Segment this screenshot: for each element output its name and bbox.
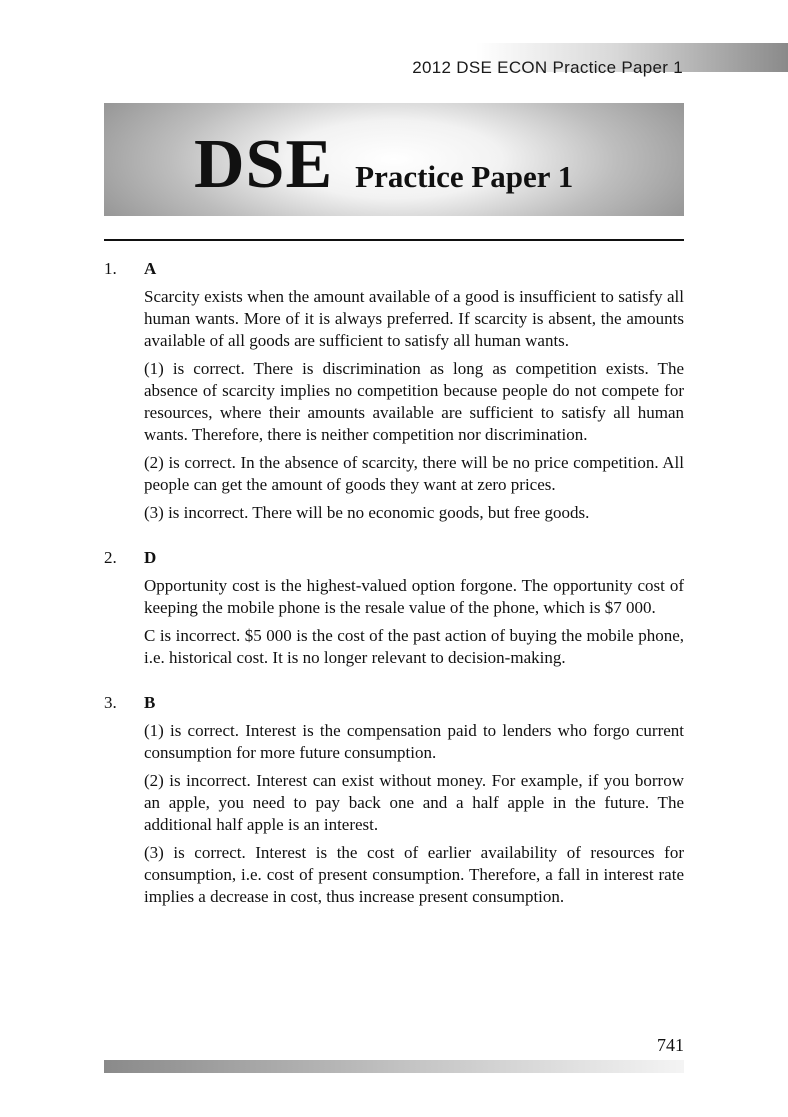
answer-list xyxy=(104,258,684,931)
question-number: 3. xyxy=(104,693,117,712)
explanation-paragraph: (1) is correct. Interest is the compensation paid to lenders who forgo current consumption for more future consumption. xyxy=(144,721,684,762)
question-number: 2. xyxy=(104,548,117,567)
page-number: 741 xyxy=(657,1035,684,1055)
title-banner xyxy=(104,103,684,216)
banner-title-dse: DSE xyxy=(194,126,334,203)
explanation-paragraph: (3) is incorrect. There will be no economic goods, but free goods. xyxy=(144,503,590,522)
title-divider xyxy=(104,239,684,241)
footer-decoration-bar xyxy=(104,1060,684,1073)
answer-item-3 xyxy=(104,692,684,908)
answer-item-2 xyxy=(104,547,684,669)
explanation-paragraph: Scarcity exists when the amount available of a good is insufficient to satisfy all human wants. More of it is always preferred. If scarcity is absent, the amounts available of all goods are sufficient to satisfy all human wants. xyxy=(144,287,684,350)
banner-title-subtitle: Practice Paper 1 xyxy=(355,159,574,194)
running-header: 2012 DSE ECON Practice Paper 1 xyxy=(412,58,683,77)
answer-item-1 xyxy=(104,258,684,524)
explanation-paragraph: (1) is correct. There is discrimination as long as competition exists. The absence of scarcity implies no competition because people do not compete for resources, where their amounts available are sufficient to satisfy all human wants. Therefore, there is neither competition nor discrimination. xyxy=(144,359,684,444)
banner-title xyxy=(194,125,573,205)
explanation-paragraph: (2) is correct. In the absence of scarcity, there will be no price competition. All people can get the amount of goods they want at zero prices. xyxy=(144,453,684,494)
explanation-paragraph: Opportunity cost is the highest-valued option forgone. The opportunity cost of keeping the mobile phone is the resale value of the phone, which is $7 000. xyxy=(144,576,684,617)
explanation-paragraph: (2) is incorrect. Interest can exist without money. For example, if you borrow an apple, you need to pay back one and a half apple in the future. The additional half apple is an interest. xyxy=(144,771,684,834)
answer-letter: A xyxy=(144,259,157,278)
question-number: 1. xyxy=(104,259,117,278)
explanation-paragraph: C is incorrect. $5 000 is the cost of the past action of buying the mobile phone, i.e. historical cost. It is no longer relevant to decision-making. xyxy=(144,626,684,667)
explanation-paragraph: (3) is correct. Interest is the cost of earlier availability of resources for consumption, i.e. cost of present consumption. Therefore, a fall in interest rate implies a decrease in cost, thus increase present consumption. xyxy=(144,843,684,906)
answer-letter: D xyxy=(144,548,157,567)
answer-letter: B xyxy=(144,693,156,712)
